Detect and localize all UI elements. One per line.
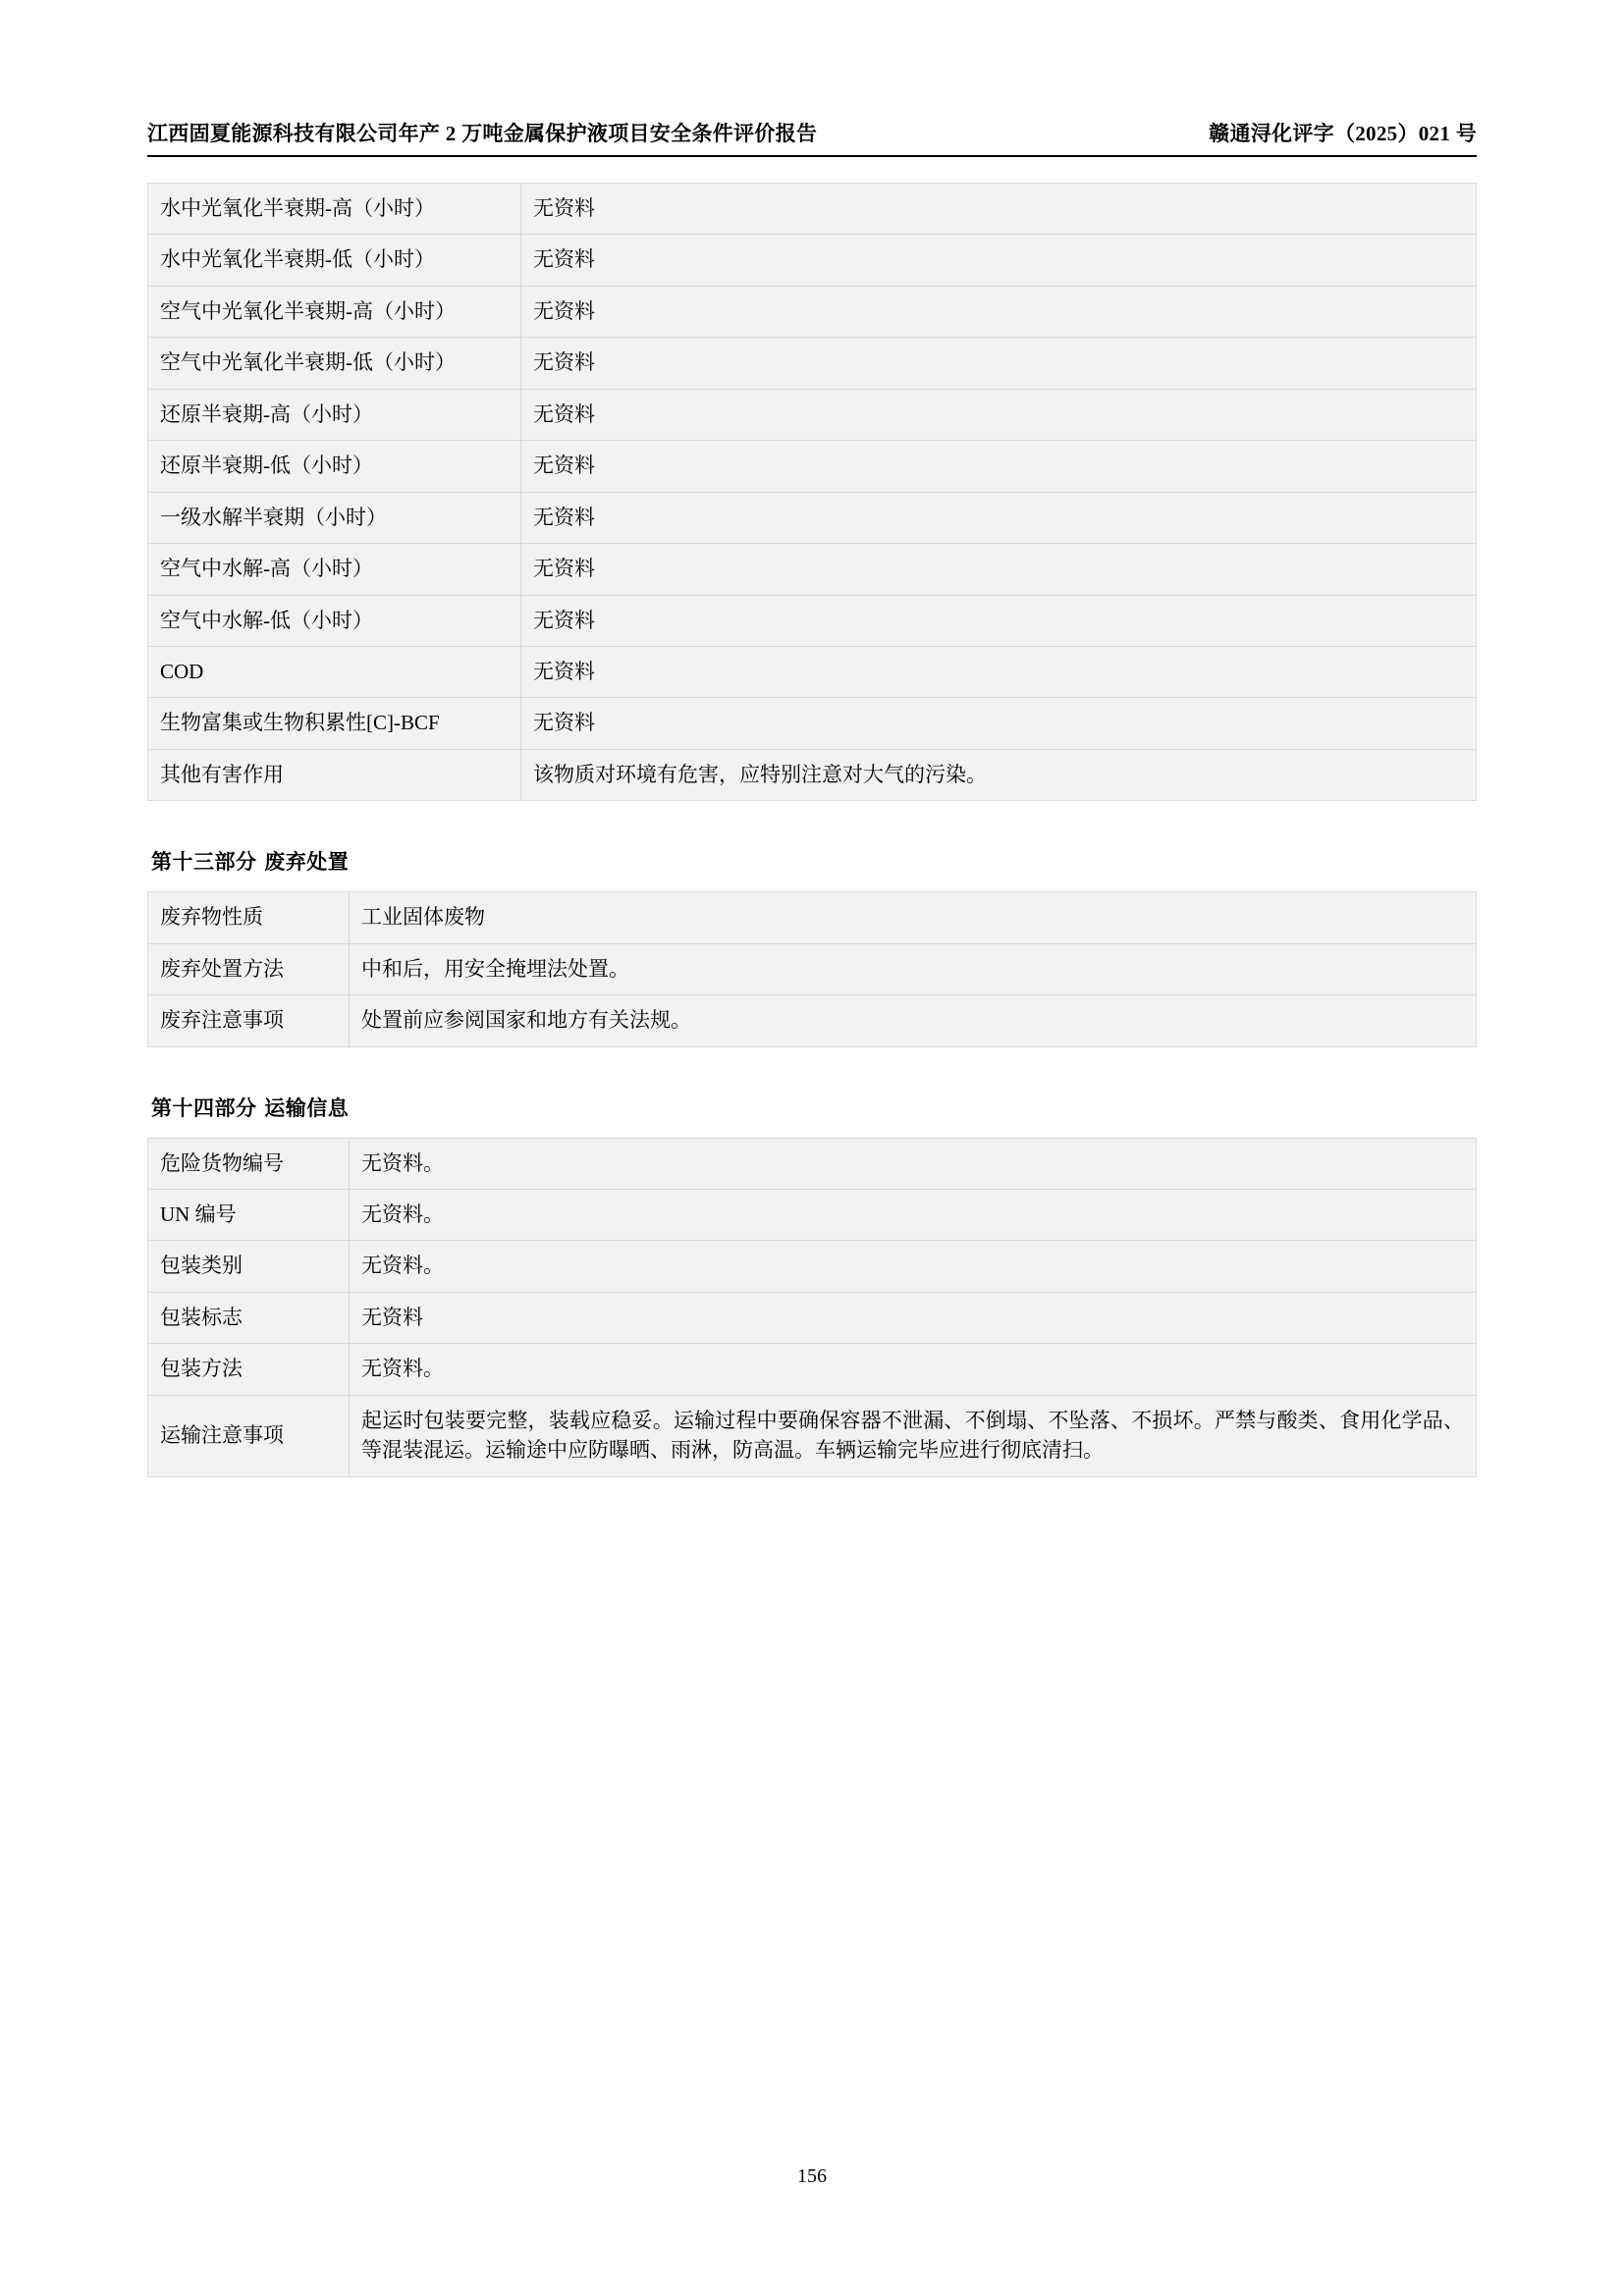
row-label: 包装类别 — [148, 1241, 350, 1292]
row-label: 生物富集或生物积累性[C]-BCF — [148, 698, 521, 749]
page-number: 156 — [797, 2165, 827, 2187]
row-label: 空气中水解-低（小时） — [148, 595, 521, 646]
row-value: 无资料 — [521, 646, 1477, 697]
page-footer — [0, 2165, 1624, 2188]
row-value: 起运时包装要完整，装载应稳妥。运输过程中要确保容器不泄漏、不倒塌、不坠落、不损坏。严禁与酸类、食用化学品、等混装混运。运输途中应防曝晒、雨淋，防高温。车辆运输完毕应进行彻底清扫。 — [350, 1395, 1477, 1476]
row-value: 处置前应参阅国家和地方有关法规。 — [350, 995, 1477, 1046]
row-value: 无资料。 — [350, 1190, 1477, 1241]
row-value: 无资料 — [521, 286, 1477, 337]
row-value: 无资料 — [521, 595, 1477, 646]
table-row — [148, 389, 1477, 440]
row-label: 其他有害作用 — [148, 749, 521, 800]
row-value: 工业固体废物 — [350, 892, 1477, 943]
row-label: 空气中光氧化半衰期-低（小时） — [148, 338, 521, 389]
row-label: 废弃处置方法 — [148, 943, 350, 994]
page-header — [147, 118, 1477, 157]
row-value: 无资料 — [350, 1292, 1477, 1343]
table-row — [148, 892, 1477, 943]
row-label: 危险货物编号 — [148, 1138, 350, 1189]
row-value: 无资料 — [521, 698, 1477, 749]
table-row — [148, 235, 1477, 286]
table-row — [148, 995, 1477, 1046]
table-row — [148, 646, 1477, 697]
transport-info-table — [147, 1138, 1477, 1477]
table-row — [148, 943, 1477, 994]
header-title-left: 江西固夏能源科技有限公司年产 2 万吨金属保护液项目安全条件评价报告 — [147, 122, 818, 145]
row-label: 包装标志 — [148, 1292, 350, 1343]
table-row — [148, 184, 1477, 235]
row-value: 无资料 — [521, 235, 1477, 286]
row-label: UN 编号 — [148, 1190, 350, 1241]
row-label: 废弃注意事项 — [148, 995, 350, 1046]
environmental-data-table — [147, 183, 1477, 801]
row-label: 空气中光氧化半衰期-高（小时） — [148, 286, 521, 337]
table-row — [148, 544, 1477, 595]
row-label: 还原半衰期-高（小时） — [148, 389, 521, 440]
row-value: 中和后，用安全掩埋法处置。 — [350, 943, 1477, 994]
row-label: 废弃物性质 — [148, 892, 350, 943]
table-row — [148, 441, 1477, 492]
row-label: 一级水解半衰期（小时） — [148, 492, 521, 543]
row-value: 无资料。 — [350, 1241, 1477, 1292]
row-value: 无资料 — [521, 389, 1477, 440]
section-13-title: 第十三部分 废弃处置 — [151, 850, 350, 875]
table-row — [148, 1241, 1477, 1292]
row-value: 无资料。 — [350, 1138, 1477, 1189]
row-label: 还原半衰期-低（小时） — [148, 441, 521, 492]
table-row — [148, 286, 1477, 337]
table-row — [148, 698, 1477, 749]
section-14-title: 第十四部分 运输信息 — [151, 1095, 350, 1120]
table-row — [148, 1395, 1477, 1476]
row-value: 无资料 — [521, 184, 1477, 235]
row-value: 无资料 — [521, 338, 1477, 389]
table-row — [148, 749, 1477, 800]
table-row — [148, 1344, 1477, 1395]
row-value: 该物质对环境有危害，应特别注意对大气的污染。 — [521, 749, 1477, 800]
header-doc-number: 赣通浔化评字（2025）021 号 — [1209, 122, 1477, 145]
table-row — [148, 338, 1477, 389]
row-label: 水中光氧化半衰期-高（小时） — [148, 184, 521, 235]
table-row — [148, 1190, 1477, 1241]
waste-disposal-table — [147, 891, 1477, 1046]
table-row — [148, 1292, 1477, 1343]
row-value: 无资料 — [521, 492, 1477, 543]
table-row — [148, 595, 1477, 646]
row-label: COD — [148, 646, 521, 697]
table-row — [148, 492, 1477, 543]
row-label: 空气中水解-高（小时） — [148, 544, 521, 595]
row-value: 无资料 — [521, 544, 1477, 595]
row-label: 水中光氧化半衰期-低（小时） — [148, 235, 521, 286]
row-label: 包装方法 — [148, 1344, 350, 1395]
row-label: 运输注意事项 — [148, 1395, 350, 1476]
table-row — [148, 1138, 1477, 1189]
row-value: 无资料。 — [350, 1344, 1477, 1395]
row-value: 无资料 — [521, 441, 1477, 492]
